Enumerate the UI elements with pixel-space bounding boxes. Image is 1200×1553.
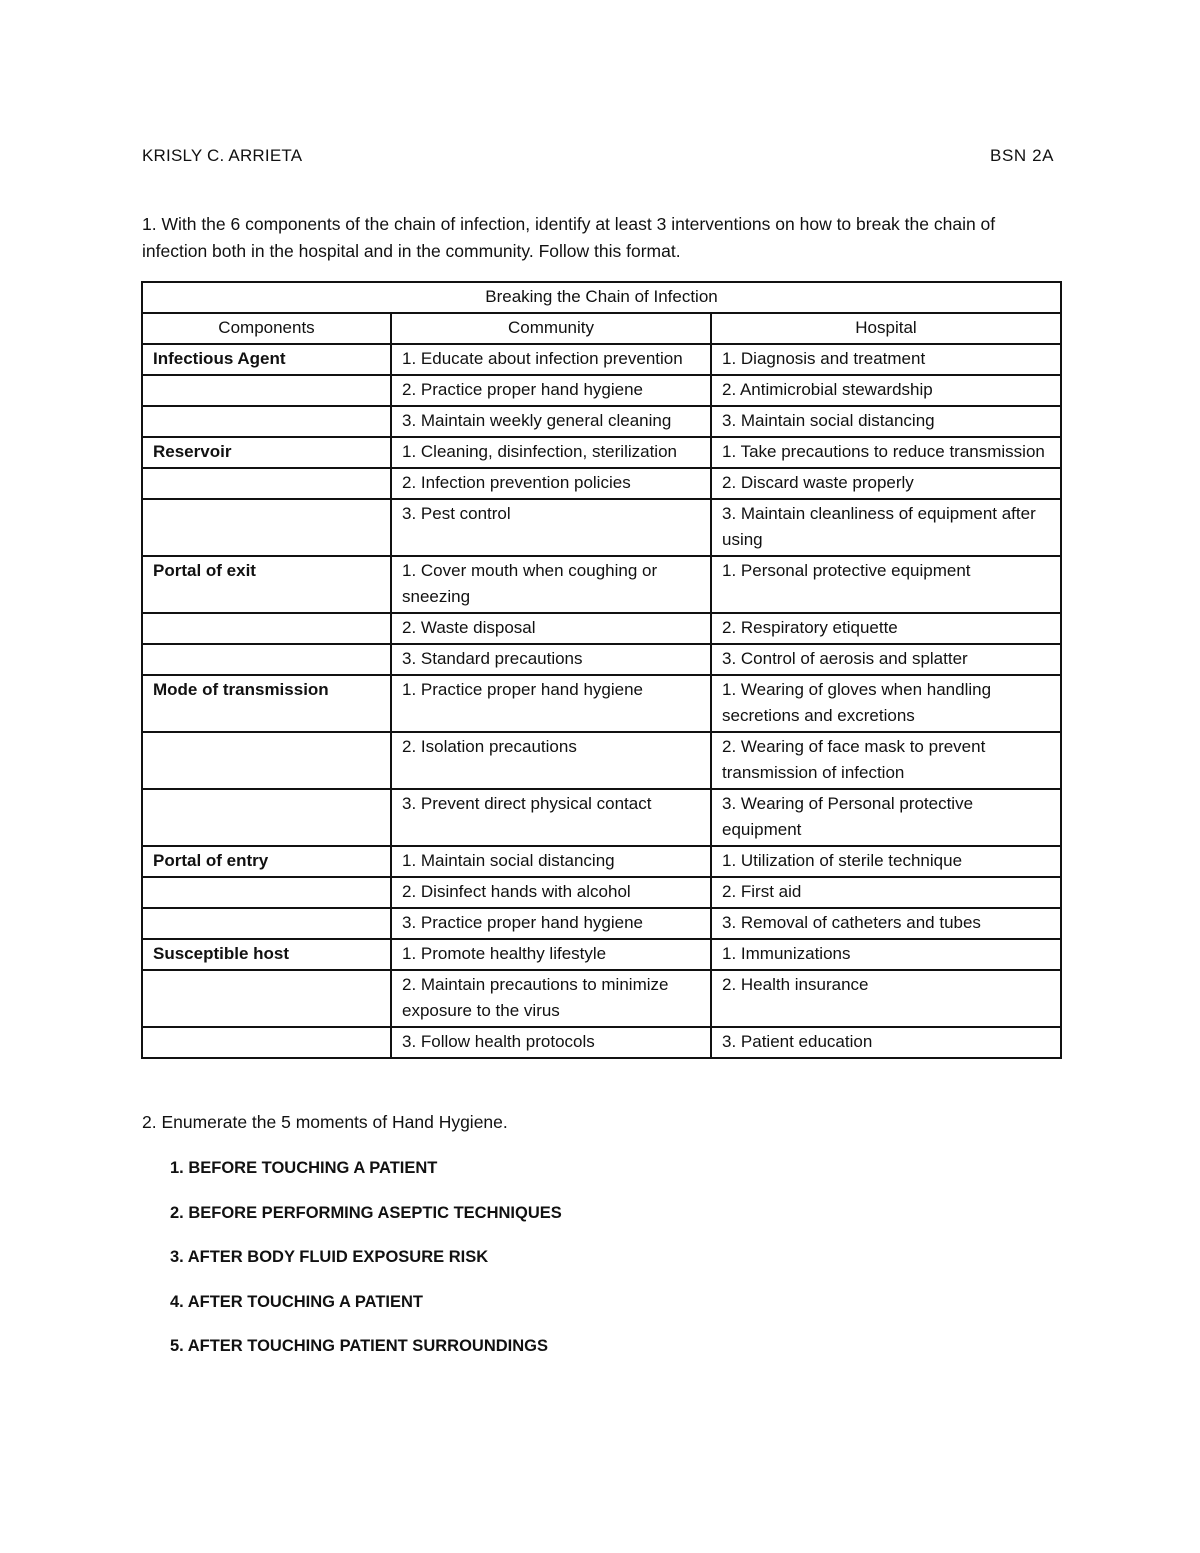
- community-cell: 2. Waste disposal: [391, 613, 711, 644]
- community-cell: 1. Practice proper hand hygiene: [391, 675, 711, 732]
- community-cell: 1. Cleaning, disinfection, sterilization: [391, 437, 711, 468]
- component-cell: [142, 468, 391, 499]
- column-header-community: Community: [391, 313, 711, 344]
- column-header-components: Components: [142, 313, 391, 344]
- hospital-cell: 1. Immunizations: [711, 939, 1061, 970]
- component-cell: Mode of transmission: [142, 675, 391, 732]
- community-cell: 2. Infection prevention policies: [391, 468, 711, 499]
- hospital-cell: 2. Respiratory etiquette: [711, 613, 1061, 644]
- table-title: Breaking the Chain of Infection: [142, 282, 1061, 313]
- table-header-row: [142, 313, 1061, 344]
- question-2: 2. Enumerate the 5 moments of Hand Hygiene.: [142, 1112, 508, 1132]
- table-row: [142, 375, 1061, 406]
- component-cell: Reservoir: [142, 437, 391, 468]
- community-cell: 3. Standard precautions: [391, 644, 711, 675]
- component-cell: [142, 877, 391, 908]
- component-cell: [142, 789, 391, 846]
- table-row: [142, 908, 1061, 939]
- component-cell: [142, 732, 391, 789]
- hospital-cell: 3. Patient education: [711, 1027, 1061, 1058]
- hospital-cell: 2. Discard waste properly: [711, 468, 1061, 499]
- hospital-cell: 3. Removal of catheters and tubes: [711, 908, 1061, 939]
- table-row: [142, 437, 1061, 468]
- list-item: 1. BEFORE TOUCHING A PATIENT: [170, 1159, 438, 1177]
- hospital-cell: 3. Wearing of Personal protective equipment: [711, 789, 1061, 846]
- community-cell: 1. Cover mouth when coughing or sneezing: [391, 556, 711, 613]
- hand-hygiene-moments-list: [170, 1157, 562, 1380]
- list-item: 2. BEFORE PERFORMING ASEPTIC TECHNIQUES: [170, 1203, 562, 1222]
- component-cell: [142, 644, 391, 675]
- table-row: [142, 1027, 1061, 1058]
- community-cell: 3. Practice proper hand hygiene: [391, 908, 711, 939]
- table-row: [142, 406, 1061, 437]
- table-row: [142, 556, 1061, 613]
- hospital-cell: 2. Health insurance: [711, 970, 1061, 1027]
- table-row: [142, 789, 1061, 846]
- table-row: [142, 877, 1061, 908]
- hospital-cell: 2. First aid: [711, 877, 1061, 908]
- table-row: [142, 970, 1061, 1027]
- community-cell: 1. Educate about infection prevention: [391, 344, 711, 375]
- hospital-cell: 2. Antimicrobial stewardship: [711, 375, 1061, 406]
- community-cell: 1. Promote healthy lifestyle: [391, 939, 711, 970]
- list-item: 5. AFTER TOUCHING PATIENT SURROUNDINGS: [170, 1337, 548, 1355]
- list-item: 4. AFTER TOUCHING A PATIENT: [170, 1292, 424, 1311]
- community-cell: 2. Isolation precautions: [391, 732, 711, 789]
- component-cell: [142, 375, 391, 406]
- component-cell: [142, 406, 391, 437]
- column-header-hospital: Hospital: [711, 313, 1061, 344]
- community-cell: 3. Follow health protocols: [391, 1027, 711, 1058]
- table-row: [142, 468, 1061, 499]
- list-item: 3. AFTER BODY FLUID EXPOSURE RISK: [170, 1248, 489, 1266]
- table-row: [142, 732, 1061, 789]
- hospital-cell: 1. Utilization of sterile technique: [711, 846, 1061, 877]
- chain-of-infection-table: [141, 281, 1062, 1059]
- hospital-cell: 1. Wearing of gloves when handling secretions and excretions: [711, 675, 1061, 732]
- component-cell: [142, 908, 391, 939]
- community-cell: 3. Pest control: [391, 499, 711, 556]
- hospital-cell: 1. Diagnosis and treatment: [711, 344, 1061, 375]
- hospital-cell: 3. Maintain social distancing: [711, 406, 1061, 437]
- hospital-cell: 3. Maintain cleanliness of equipment after using: [711, 499, 1061, 556]
- component-cell: [142, 613, 391, 644]
- table-row: [142, 939, 1061, 970]
- component-cell: [142, 970, 391, 1027]
- component-cell: Portal of entry: [142, 846, 391, 877]
- hospital-cell: 1. Personal protective equipment: [711, 556, 1061, 613]
- table-row: [142, 344, 1061, 375]
- question-1: 1. With the 6 components of the chain of infection, identify at least 3 interventions on how to break the chain of infection both in the hospital and in the community. Follow this format.: [142, 214, 996, 261]
- community-cell: 3. Prevent direct physical contact: [391, 789, 711, 846]
- hospital-cell: 1. Take precautions to reduce transmission: [711, 437, 1061, 468]
- hospital-cell: 3. Control of aerosis and splatter: [711, 644, 1061, 675]
- component-cell: Portal of exit: [142, 556, 391, 613]
- community-cell: 1. Maintain social distancing: [391, 846, 711, 877]
- component-cell: [142, 499, 391, 556]
- table-row: [142, 499, 1061, 556]
- table-row: [142, 675, 1061, 732]
- component-cell: Susceptible host: [142, 939, 391, 970]
- component-cell: Infectious Agent: [142, 344, 391, 375]
- community-cell: 3. Maintain weekly general cleaning: [391, 406, 711, 437]
- student-name: KRISLY C. ARRIETA: [142, 146, 303, 165]
- component-cell: [142, 1027, 391, 1058]
- table-row: [142, 846, 1061, 877]
- table-row: [142, 613, 1061, 644]
- student-section: BSN 2A: [990, 146, 1055, 165]
- hospital-cell: 2. Wearing of face mask to prevent transmission of infection: [711, 732, 1061, 789]
- community-cell: 2. Practice proper hand hygiene: [391, 375, 711, 406]
- community-cell: 2. Maintain precautions to minimize exposure to the virus: [391, 970, 711, 1027]
- table-title-row: [142, 282, 1061, 313]
- community-cell: 2. Disinfect hands with alcohol: [391, 877, 711, 908]
- table-row: [142, 644, 1061, 675]
